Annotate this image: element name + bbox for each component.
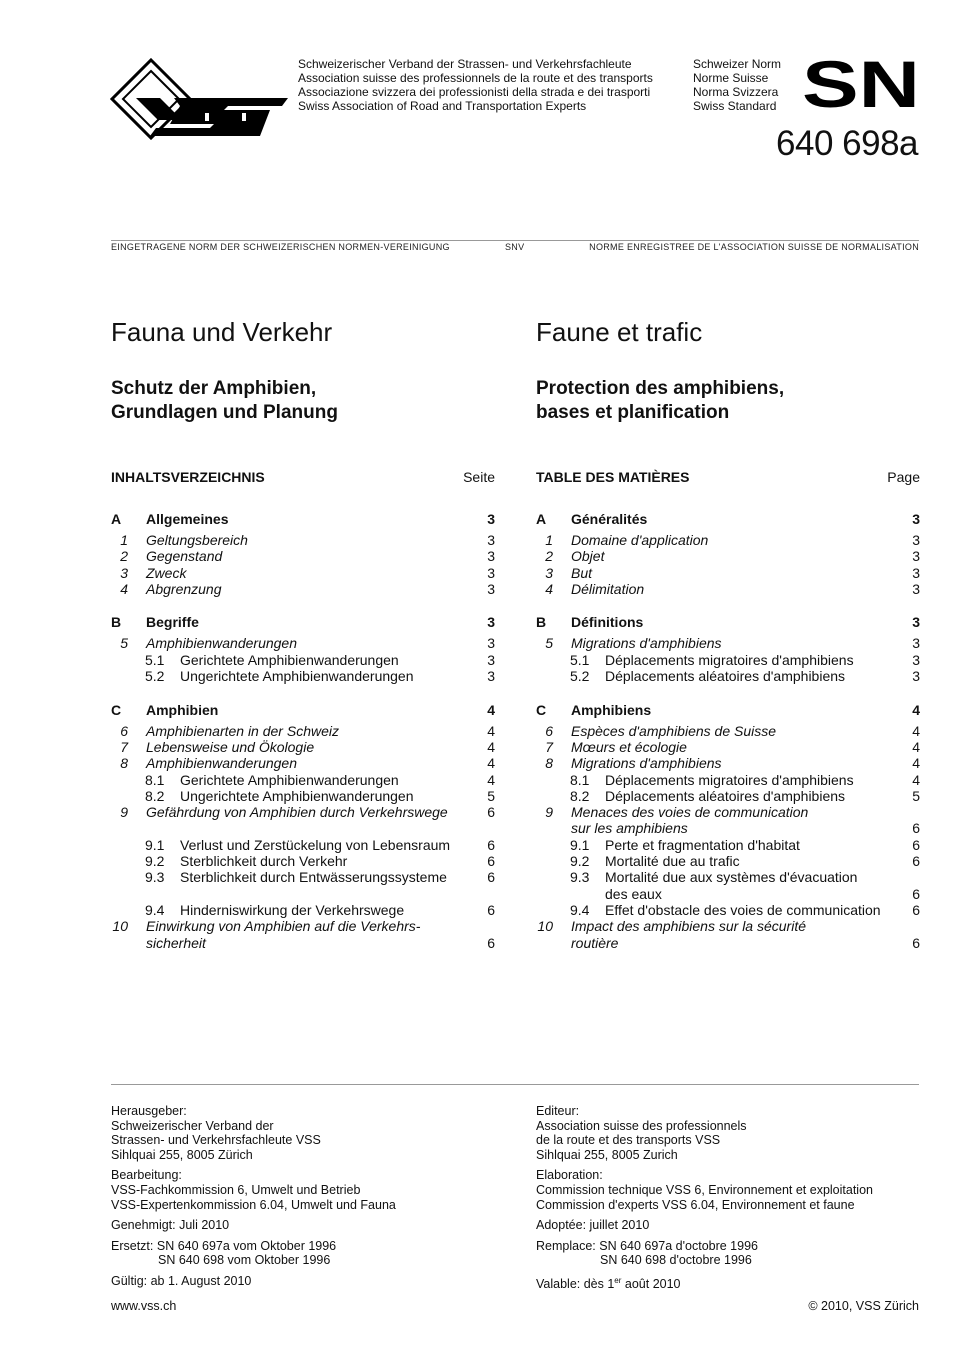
subtitle-line: Grundlagen und Planung [111,402,338,423]
toc-label: INHALTSVERZEICHNIS [111,469,265,485]
toc-subitem: 9.3 Mortalité due aux systèmes d'évacuation [570,869,858,886]
valid-de: Gültig: ab 1. August 2010 [111,1273,252,1288]
norm-type-it: Norma Svizzera [693,85,779,99]
publisher-fr [536,1104,873,1162]
svg-text:SN: SN [804,58,920,110]
toc-item: 8 Amphibienwanderungen 4 [120,755,495,772]
replaces-line: SN 640 698 vom Oktober 1996 [158,1253,331,1268]
subtitle-line: Protection des amphibiens, [536,378,785,399]
subtitle-fr [536,377,784,425]
toc-item: 4 Abgrenzung 3 [120,580,495,597]
toc-header-fr [536,469,920,485]
elaboration-line: Commission technique VSS 6, Environnement et exploitation [536,1182,873,1197]
toc-item: 6 Amphibienarten in der Schweiz 4 [120,722,495,739]
subtitle-line: Schutz der Amphibien, [111,378,317,399]
publisher-line: Sihlquai 255, 8005 Zurich [536,1147,678,1162]
norm-number: 640 698a [776,124,918,163]
subtitle-de [111,377,338,425]
publisher-line: Herausgeber: [111,1104,187,1118]
toc-subitem: 5.1 Gerichtete Amphibienwanderungen 3 [145,651,495,668]
toc-item: 3 Zweck 3 [120,564,495,581]
toc-subitem: 9.2 Sterblichkeit durch Verkehr 6 [145,853,495,870]
approved-de: Genehmigt: Juli 2010 [111,1218,230,1233]
toc-item: 7 Mœurs et écologie 4 [545,738,920,755]
toc-section: B Begriffe 3 [111,614,495,631]
registration-right: NORME ENREGISTREE DE L'ASSOCIATION SUISSE DE NORMALISATION [589,242,919,252]
toc-section: B Définitions 3 [536,614,920,631]
organization-names [298,57,653,113]
publisher-line: Association suisse des professionnels [536,1118,747,1133]
norm-type-en: Swiss Standard [693,99,777,113]
toc-subitem: 8.2 Déplacements aléatoires d'amphibiens 5 [570,787,920,804]
publisher-line: Editeur: [536,1104,580,1118]
toc-item: 9 Menaces des voies de communication [545,804,809,821]
replaces-label: Remplace: [536,1238,596,1253]
elaboration-fr [536,1168,873,1212]
toc-item: 10 Impact des amphibiens sur la sécurité [537,918,806,935]
publisher-line: Schweizerischer Verband der [111,1118,274,1133]
table-of-contents-fr [536,510,920,951]
toc-header-de [111,469,495,485]
vss-logo [110,58,290,145]
toc-subitem-continued: des eaux 6 [605,885,920,902]
toc-item-continued: sur les amphibiens 6 [571,820,920,837]
title-fr: Faune et trafic [536,317,703,347]
publisher-de [111,1104,396,1162]
norm-type-de: Schweizer Norm [693,57,782,71]
toc-item-continued: sicherheit 6 [146,934,495,951]
elaboration-line: VSS-Expertenkommission 6.04, Umwelt und Fauna [111,1197,396,1212]
elaboration-de [111,1168,396,1212]
footer-divider [111,1084,919,1085]
toc-item: 1 Domaine d'application 3 [545,532,920,548]
valid-fr: Valable: dès 1er août 2010 [536,1275,681,1292]
toc-item: 4 Délimitation 3 [545,580,920,597]
publisher-line: de la route et des transports VSS [536,1133,721,1148]
toc-item: 5 Amphibienwanderungen 3 [120,635,495,652]
norm-type [693,57,781,113]
toc-section: A Allgemeines 3 [111,511,495,527]
registration-left: EINGETRAGENE NORM DER SCHWEIZERISCHEN NORMEN-VEREINIGUNG [111,242,450,252]
org-line-fr: Association suisse des professionnels de la route et des transports [298,71,653,85]
toc-item: 8 Migrations d'amphibiens 4 [545,755,920,772]
sn-logo [804,58,920,115]
toc-subitem: 5.2 Déplacements aléatoires d'amphibiens 3 [570,668,920,685]
org-line-de: Schweizerischer Verband der Strassen- und Verkehrsfachleute [298,57,632,71]
toc-item-continued: routière 6 [571,934,920,951]
publisher-line: Sihlquai 255, 8005 Zürich [111,1147,253,1162]
registration-divider [111,240,919,241]
replaces-line: SN 640 698 d'octobre 1996 [600,1253,752,1268]
toc-item: 3 But 3 [545,564,920,581]
elaboration-line: Bearbeitung: [111,1168,182,1183]
replaces-de [111,1239,396,1268]
toc-label: TABLE DES MATIÈRES [536,469,690,485]
toc-subitem: 8.1 Gerichtete Amphibienwanderungen 4 [145,771,495,788]
norm-type-fr: Norme Suisse [693,71,769,85]
replaces-label: Ersetzt: [111,1238,154,1253]
footer-de [111,1104,396,1295]
toc-subitem: 8.1 Déplacements migratoires d'amphibiens 4 [570,771,920,788]
page-column-label: Seite [463,469,495,485]
elaboration-line: Elaboration: [536,1168,603,1183]
registration-center: SNV [505,242,525,252]
toc-subitem: 9.1 Perte et fragmentation d'habitat 6 [570,836,920,853]
toc-item: 7 Lebensweise und Ökologie 4 [120,738,495,755]
subtitle-line: bases et planification [536,402,730,423]
title-de: Fauna und Verkehr [111,317,333,347]
toc-section: C Amphibien 4 [111,701,495,718]
toc-subitem: 9.1 Verlust und Zerstückelung von Lebensraum 6 [145,836,495,853]
website-link[interactable]: www.vss.ch [111,1299,177,1313]
publisher-line: Strassen- und Verkehrsfachleute VSS [111,1133,321,1148]
toc-item: 6 Espèces d'amphibiens de Suisse 4 [545,722,920,739]
org-line-it: Associazione svizzera dei professionisti della strada e dei trasporti [298,85,651,99]
toc-subitem: 9.3 Sterblichkeit durch Entwässerungssysteme 6 [145,869,495,886]
elaboration-line: VSS-Fachkommission 6, Umwelt und Betrieb [111,1182,361,1197]
toc-section: C Amphibiens 4 [536,701,920,718]
replaces-line: SN 640 697a vom Oktober 1996 [156,1238,337,1253]
org-line-en: Swiss Association of Road and Transportation Experts [298,99,587,113]
replaces-fr [536,1239,873,1268]
toc-item: 5 Migrations d'amphibiens 3 [545,635,920,652]
toc-item: 9 Gefährdung von Amphibien durch Verkehrswege 6 [120,804,495,821]
copyright: © 2010, VSS Zürich [808,1299,919,1313]
toc-item: 1 Geltungsbereich 3 [120,532,495,548]
toc-item: 2 Gegenstand 3 [120,548,495,565]
toc-subitem: 9.2 Mortalité due au trafic 6 [570,853,920,870]
toc-item: 10 Einwirkung von Amphibien auf die Verkehrs- [112,918,421,935]
toc-subitem: 5.2 Ungerichtete Amphibienwanderungen 3 [145,668,495,685]
table-of-contents-de [111,510,495,951]
toc-item: 2 Objet 3 [545,548,920,565]
footer-fr [536,1104,873,1298]
toc-subitem: 9.4 Effet d'obstacle des voies de communication 6 [570,901,920,918]
replaces-line: SN 640 697a d'octobre 1996 [599,1238,758,1253]
toc-subitem: 9.4 Hinderniswirkung der Verkehrswege 6 [145,901,495,918]
elaboration-line: Commission d'experts VSS 6.04, Environnement et faune [536,1197,855,1212]
page-column-label: Page [887,469,920,485]
toc-subitem: 5.1 Déplacements migratoires d'amphibiens 3 [570,651,920,668]
approved-fr: Adoptée: juillet 2010 [536,1218,650,1233]
toc-subitem: 8.2 Ungerichtete Amphibienwanderungen 5 [145,787,495,804]
toc-section: A Généralités 3 [536,511,920,527]
